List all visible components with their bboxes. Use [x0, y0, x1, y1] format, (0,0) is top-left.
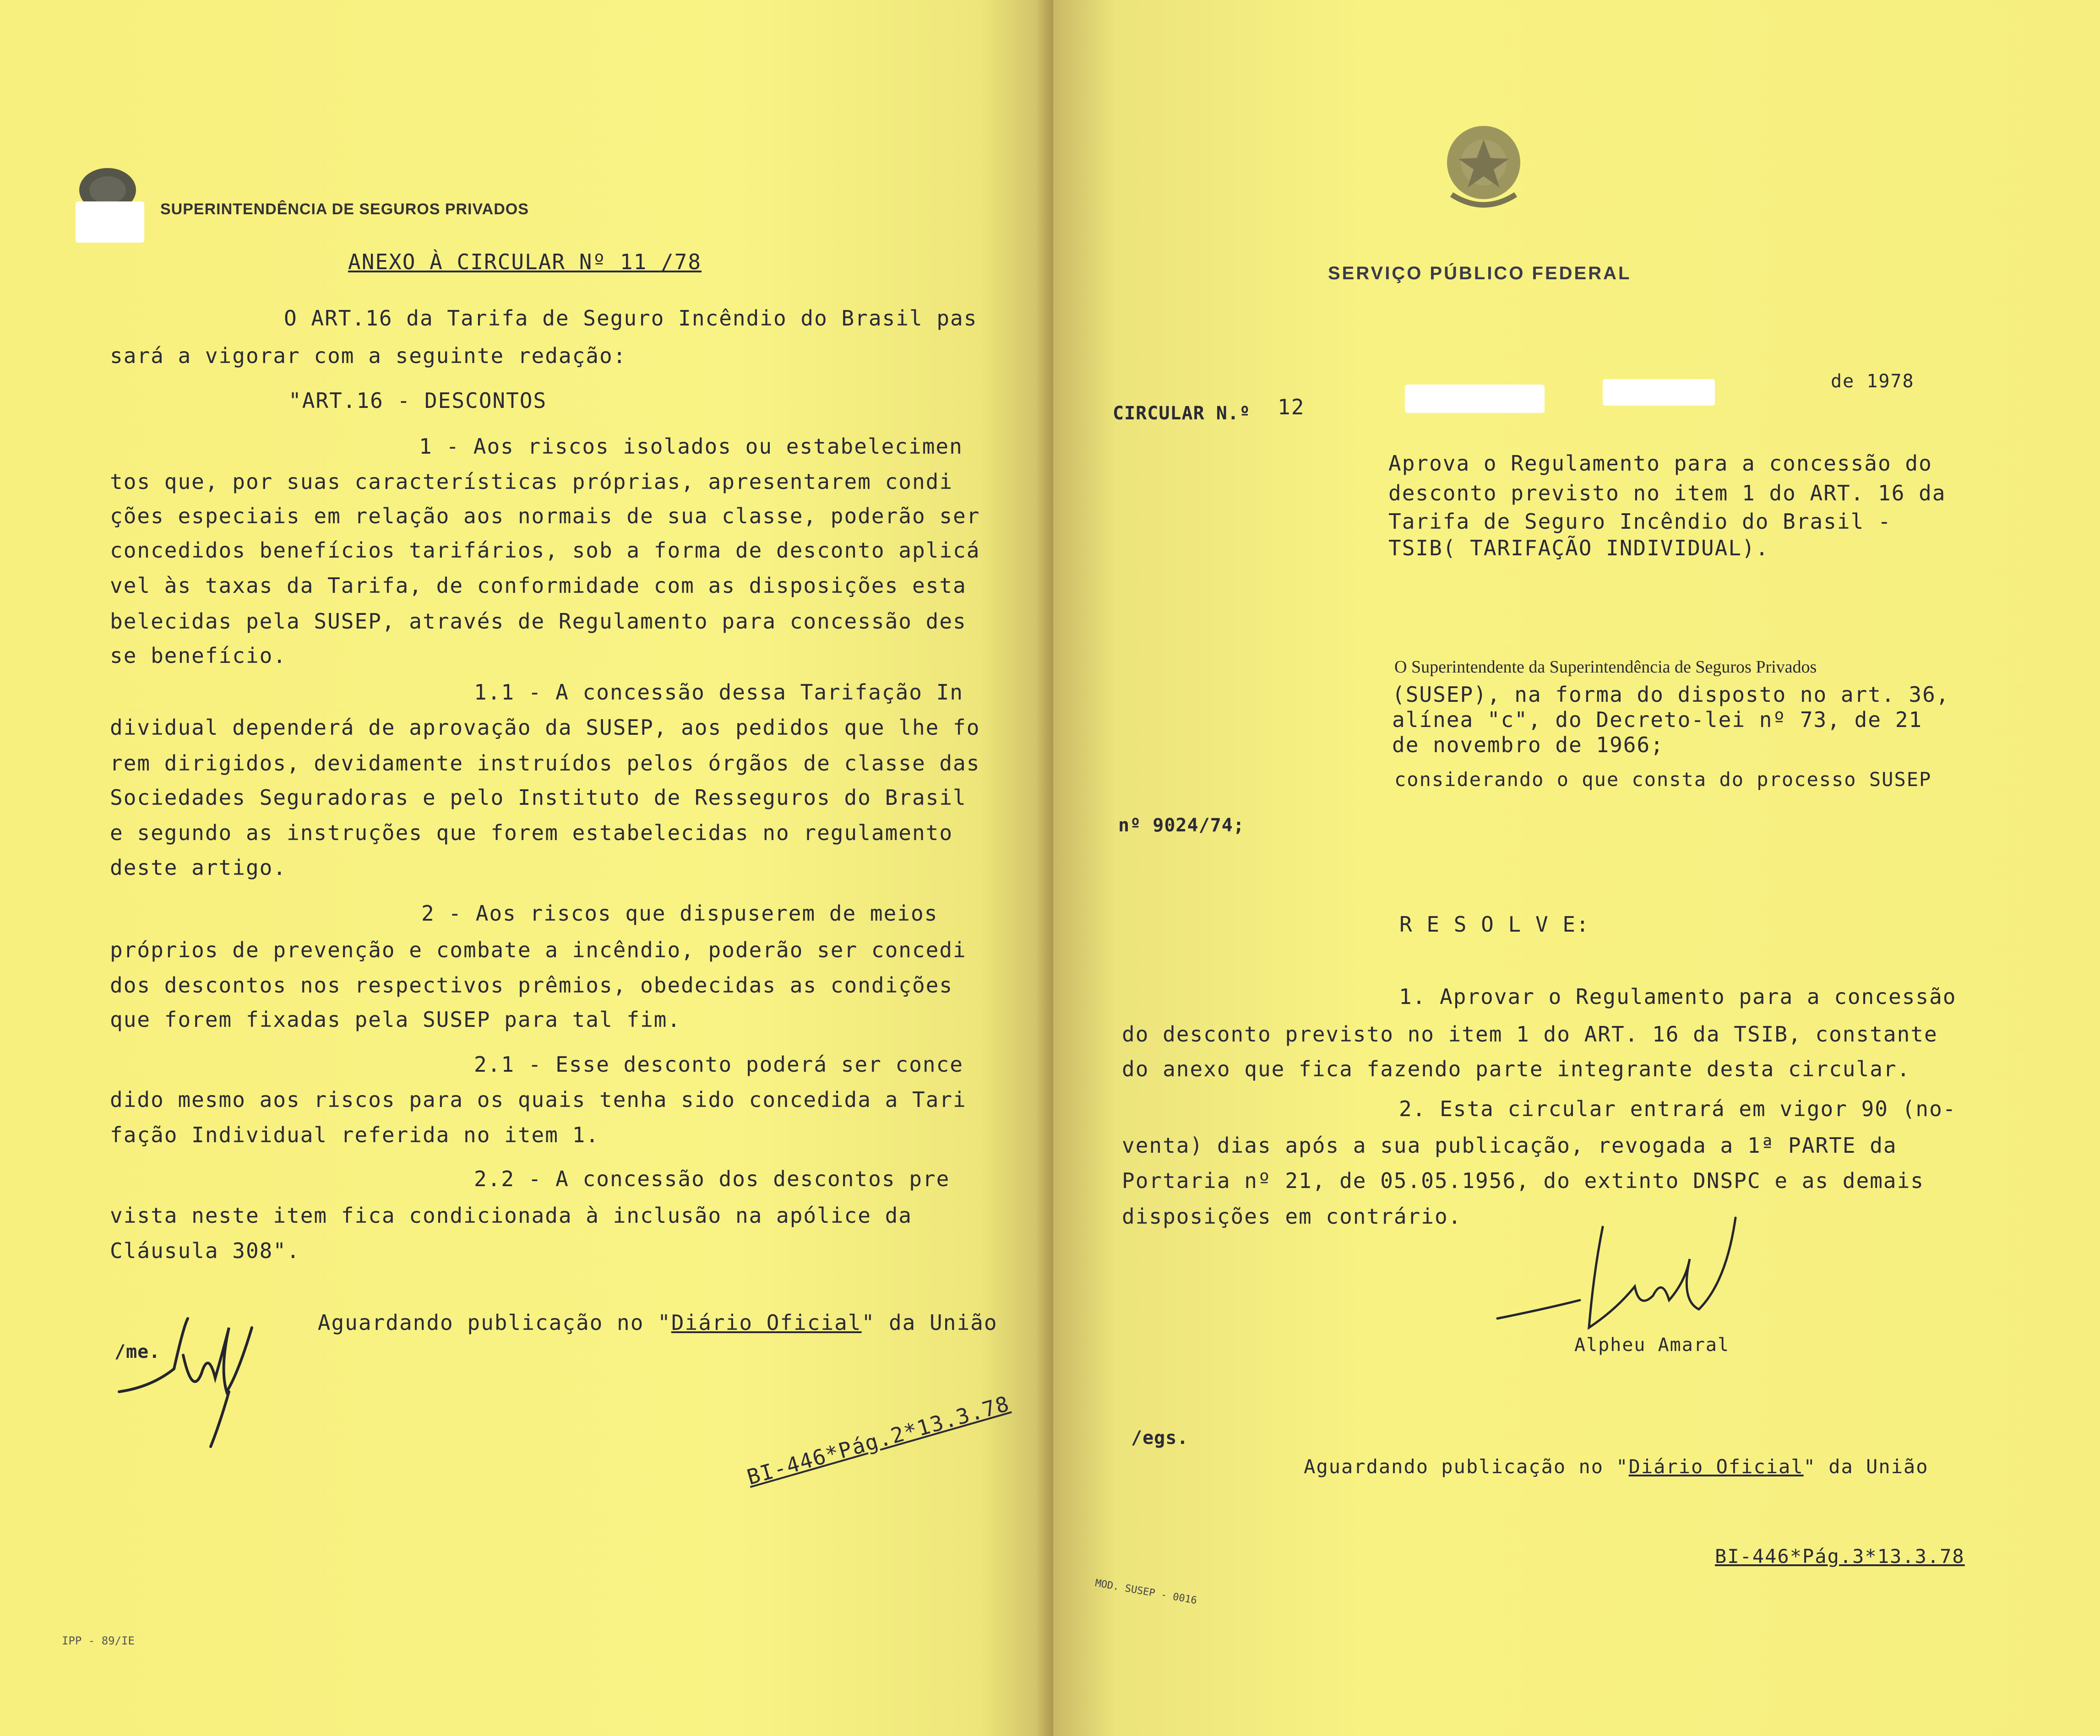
- summary-line: Tarifa de Seguro Incêndio do Brasil -: [1388, 509, 1892, 534]
- diario-oficial: Diário Oficial: [671, 1310, 862, 1335]
- coat-of-arms-seal: [1433, 117, 1534, 227]
- body-line: 1 - Aos riscos isolados ou estabelecimen: [419, 434, 963, 459]
- resolution-line: disposições em contrário.: [1122, 1204, 1462, 1229]
- resolution-line: 1. Aprovar o Regulamento para a concessão: [1399, 984, 1957, 1009]
- resolution-line: 2. Esta circular entrará em vigor 90 (no-: [1399, 1096, 1957, 1121]
- preamble-line: alínea "c", do Decreto-lei nº 73, de 21: [1392, 707, 1923, 732]
- body-line: rem dirigidos, devidamente instruídos pelos órgãos de classe das: [110, 751, 980, 776]
- preamble-line: (SUSEP), na forma do disposto no art. 36,: [1392, 682, 1950, 707]
- body-line: dido mesmo aos riscos para os quais tenha sido concedida a Tari: [110, 1087, 967, 1112]
- body-line: próprios de prevenção e combate a incêndio, poderão ser concedi: [110, 938, 967, 962]
- preamble-line: O Superintendente da Superintendência de Seguros Privados: [1394, 657, 1817, 677]
- footer-reference: BI-446*Pág.2*13.3.78: [744, 1391, 1012, 1490]
- right-page: [1053, 0, 2100, 1736]
- article-heading: "ART.16 - DESCONTOS: [288, 388, 547, 413]
- summary-line: TSIB( TARIFAÇÃO INDIVIDUAL).: [1388, 536, 1769, 560]
- typist-initials: /me.: [114, 1341, 161, 1362]
- body-line: vel às taxas da Tarifa, de conformidade com as disposições esta: [110, 573, 967, 598]
- redaction-box: [1603, 379, 1715, 406]
- body-line: 2.2 - A concessão dos descontos pre: [474, 1166, 950, 1191]
- intro-line: sará a vigorar com a seguinte redação:: [110, 343, 627, 368]
- corner-code: IPP - 89/IE: [62, 1634, 135, 1647]
- signatory-name: Alpheu Amaral: [1574, 1335, 1730, 1356]
- publication-prefix: Aguardando publicação no ": [1304, 1455, 1629, 1478]
- body-line: belecidas pela SUSEP, através de Regulamento para concessão des: [110, 609, 967, 634]
- service-header: SERVIÇO PÚBLICO FEDERAL: [1328, 263, 1632, 283]
- process-number: nº 9024/74;: [1118, 815, 1245, 836]
- publication-suffix: " da União: [1803, 1455, 1929, 1478]
- summary-line: desconto previsto no item 1 do ART. 16 da: [1388, 481, 1946, 505]
- body-line: tos que, por suas características próprias, apresentarem condi: [110, 469, 953, 494]
- body-line: 2 - Aos riscos que dispuserem de meios: [421, 901, 938, 926]
- redaction-box: [76, 201, 144, 243]
- body-line: dividual dependerá de aprovação da SUSEP, aos pedidos que lhe fo: [110, 715, 980, 740]
- body-line: 2.1 - Esse desconto poderá ser conce: [474, 1052, 963, 1077]
- circular-label: CIRCULAR N.º: [1113, 403, 1251, 424]
- handwritten-signature: [114, 1300, 266, 1451]
- corner-code: MOD. SUSEP - 0016: [1094, 1577, 1198, 1607]
- body-line: fação Individual referida no item 1.: [110, 1123, 599, 1147]
- resolve-heading: R E S O L V E:: [1399, 912, 1590, 937]
- body-line: e segundo as instruções que forem estabelecidas no regulamento: [110, 820, 953, 845]
- date-suffix: de 1978: [1831, 371, 1915, 392]
- resolution-line: do anexo que fica fazendo parte integrante desta circular.: [1122, 1057, 1911, 1081]
- body-line: deste artigo.: [110, 855, 287, 880]
- body-line: vista neste item fica condicionada à inclusão na apólice da: [110, 1203, 912, 1228]
- body-line: dos descontos nos respectivos prêmios, obedecidas as condições: [110, 973, 953, 998]
- body-line: Cláusula 308".: [110, 1238, 300, 1263]
- diario-oficial: Diário Oficial: [1628, 1455, 1804, 1478]
- annex-title: ANEXO À CIRCULAR Nº 11 /78: [348, 250, 702, 274]
- publication-suffix: " da União: [861, 1310, 998, 1335]
- redaction-box: [1405, 385, 1545, 413]
- circular-number: 12: [1278, 395, 1305, 419]
- typist-initials: /egs.: [1131, 1427, 1189, 1448]
- body-line: 1.1 - A concessão dessa Tarifação In: [474, 680, 963, 705]
- intro-line: O ART.16 da Tarifa de Seguro Incêndio do Brasil pas: [284, 306, 978, 331]
- handwritten-signature: [1488, 1190, 1745, 1355]
- publication-note: [263, 1286, 998, 1360]
- body-line: se benefício.: [110, 643, 287, 668]
- publication-prefix: Aguardando publicação no ": [317, 1310, 671, 1335]
- resolution-line: Portaria nº 21, de 05.05.1956, do extinto DNSPC e as demais: [1122, 1168, 1924, 1193]
- agency-header: SUPERINTENDÊNCIA DE SEGUROS PRIVADOS: [160, 201, 529, 218]
- resolution-line: do desconto previsto no item 1 do ART. 16 da TSIB, constante: [1122, 1022, 1938, 1047]
- resolution-line: venta) dias após a sua publicação, revogada a 1ª PARTE da: [1122, 1133, 1897, 1158]
- preamble-line: de novembro de 1966;: [1392, 732, 1664, 757]
- body-line: Sociedades Seguradoras e pelo Instituto de Resseguros do Brasil: [110, 785, 967, 810]
- body-line: concedidos benefícios tarifários, sob a forma de desconto aplicá: [110, 538, 980, 563]
- body-line: ções especiais em relação aos normais de sua classe, poderão ser: [110, 504, 980, 528]
- considering-line: considerando o que consta do processo SUSEP: [1394, 768, 1932, 791]
- publication-note: [1254, 1433, 1929, 1500]
- summary-line: Aprova o Regulamento para a concessão do: [1388, 451, 1932, 476]
- body-line: que forem fixadas pela SUSEP para tal fim.: [110, 1007, 681, 1032]
- footer-reference: BI-446*Pág.3*13.3.78: [1715, 1545, 1965, 1568]
